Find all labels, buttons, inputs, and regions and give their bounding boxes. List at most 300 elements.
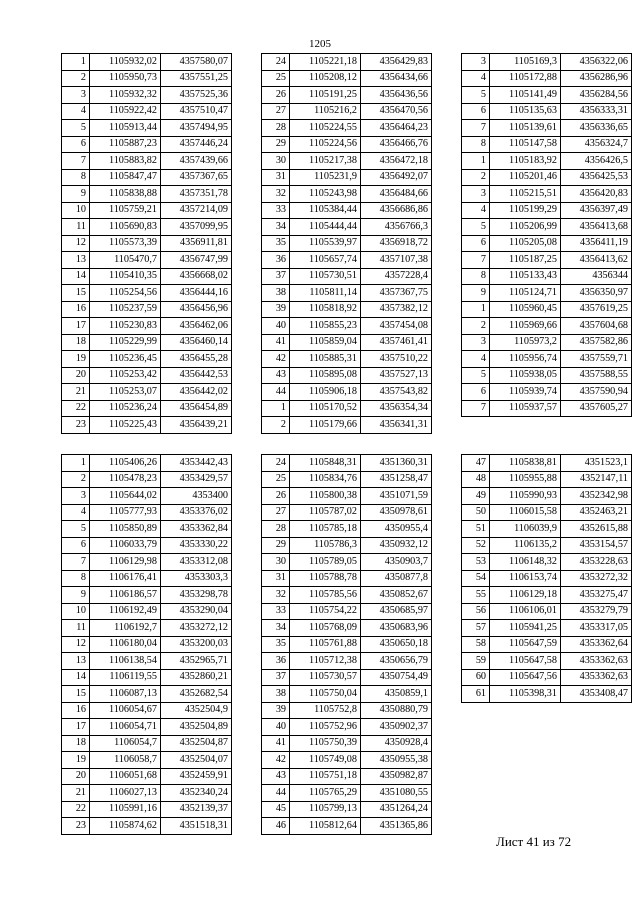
y-coordinate-cell: 4356413,62: [561, 252, 632, 269]
coordinates-table-1: [61, 53, 232, 434]
x-coordinate-cell: 1105231,9: [290, 169, 361, 186]
x-coordinate-cell: 1105221,18: [290, 54, 361, 71]
table-row: [462, 669, 632, 686]
x-coordinate-cell: 1106054,67: [90, 702, 161, 719]
table-row: [262, 87, 432, 104]
point-number-cell: 33: [262, 603, 290, 620]
x-coordinate-cell: 1105960,45: [490, 301, 561, 318]
y-coordinate-cell: 4353362,84: [161, 521, 232, 538]
y-coordinate-cell: 4357551,25: [161, 70, 232, 87]
y-coordinate-cell: 4350902,37: [361, 719, 432, 736]
table-row: [262, 169, 432, 186]
x-coordinate-cell: 1106058,7: [90, 752, 161, 769]
y-coordinate-cell: 4356341,31: [361, 417, 432, 434]
point-number-cell: 16: [62, 301, 90, 318]
table-row: [262, 686, 432, 703]
table-row: [262, 268, 432, 285]
y-coordinate-cell: 4357604,68: [561, 318, 632, 335]
x-coordinate-cell: 1105191,25: [290, 87, 361, 104]
x-coordinate-cell: 1105206,99: [490, 219, 561, 236]
table-row: [262, 136, 432, 153]
point-number-cell: 2: [462, 169, 490, 186]
point-number-cell: 29: [262, 136, 290, 153]
point-number-cell: 4: [62, 103, 90, 120]
x-coordinate-cell: 1105199,29: [490, 202, 561, 219]
table-row: [62, 785, 232, 802]
table-row: [462, 202, 632, 219]
table-row: [262, 301, 432, 318]
y-coordinate-cell: 4352615,88: [561, 521, 632, 538]
x-coordinate-cell: 1106054,7: [90, 735, 161, 752]
point-number-cell: 34: [262, 219, 290, 236]
x-coordinate-cell: 1105236,24: [90, 400, 161, 417]
point-number-cell: 13: [62, 252, 90, 269]
point-number-cell: 58: [462, 636, 490, 653]
y-coordinate-cell: 4350650,18: [361, 636, 432, 653]
x-coordinate-cell: 1106148,32: [490, 554, 561, 571]
x-coordinate-cell: 1105647,59: [490, 636, 561, 653]
point-number-cell: 24: [262, 455, 290, 472]
y-coordinate-cell: 4352463,21: [561, 504, 632, 521]
point-number-cell: 3: [462, 186, 490, 203]
point-number-cell: 22: [62, 400, 90, 417]
point-number-cell: 23: [62, 818, 90, 835]
x-coordinate-cell: 1105874,62: [90, 818, 161, 835]
y-coordinate-cell: 4351080,55: [361, 785, 432, 802]
y-coordinate-cell: 4353442,43: [161, 455, 232, 472]
point-number-cell: 7: [462, 252, 490, 269]
y-coordinate-cell: 4357099,95: [161, 219, 232, 236]
table-row: [62, 367, 232, 384]
y-coordinate-cell: 4350877,8: [361, 570, 432, 587]
x-coordinate-cell: 1105799,13: [290, 801, 361, 818]
point-number-cell: 4: [462, 351, 490, 368]
y-coordinate-cell: 4353429,57: [161, 471, 232, 488]
table-row: [462, 70, 632, 87]
point-number-cell: 1: [462, 153, 490, 170]
y-coordinate-cell: 4356454,89: [161, 400, 232, 417]
table-row: [262, 752, 432, 769]
table-row: [262, 554, 432, 571]
point-number-cell: 57: [462, 620, 490, 637]
point-number-cell: 44: [262, 785, 290, 802]
x-coordinate-cell: 1105216,2: [290, 103, 361, 120]
table-row: [262, 768, 432, 785]
x-coordinate-cell: 1105406,26: [90, 455, 161, 472]
x-coordinate-cell: 1105850,89: [90, 521, 161, 538]
table-row: [462, 400, 632, 417]
y-coordinate-cell: 4356354,34: [361, 400, 432, 417]
table-row: [262, 318, 432, 335]
x-coordinate-cell: 1105932,32: [90, 87, 161, 104]
table-row: [462, 455, 632, 472]
table-row: [62, 752, 232, 769]
x-coordinate-cell: 1105750,39: [290, 735, 361, 752]
table-row: [262, 653, 432, 670]
x-coordinate-cell: 1105124,71: [490, 285, 561, 302]
point-number-cell: 30: [262, 153, 290, 170]
y-coordinate-cell: 4353400: [161, 488, 232, 505]
y-coordinate-cell: 4350852,67: [361, 587, 432, 604]
x-coordinate-cell: 1106027,13: [90, 785, 161, 802]
table-row: [262, 103, 432, 120]
table-row: [262, 504, 432, 521]
y-coordinate-cell: 4351518,31: [161, 818, 232, 835]
x-coordinate-cell: 1105885,31: [290, 351, 361, 368]
y-coordinate-cell: 4350982,87: [361, 768, 432, 785]
y-coordinate-cell: 4357590,94: [561, 384, 632, 401]
y-coordinate-cell: 4353298,78: [161, 587, 232, 604]
point-number-cell: 47: [462, 455, 490, 472]
x-coordinate-cell: 1105818,92: [290, 301, 361, 318]
point-number-cell: 5: [462, 219, 490, 236]
y-coordinate-cell: 4351071,59: [361, 488, 432, 505]
point-number-cell: 24: [262, 54, 290, 71]
point-number-cell: 45: [262, 801, 290, 818]
x-coordinate-cell: 1105785,18: [290, 521, 361, 538]
y-coordinate-cell: 4357510,22: [361, 351, 432, 368]
table-row: [462, 285, 632, 302]
x-coordinate-cell: 1105141,49: [490, 87, 561, 104]
point-number-cell: 18: [62, 735, 90, 752]
x-coordinate-cell: 1105135,63: [490, 103, 561, 120]
table-row: [462, 653, 632, 670]
x-coordinate-cell: 1105539,97: [290, 235, 361, 252]
table-row: [262, 252, 432, 269]
x-coordinate-cell: 1105786,3: [290, 537, 361, 554]
y-coordinate-cell: 4356686,86: [361, 202, 432, 219]
y-coordinate-cell: 4357367,75: [361, 285, 432, 302]
x-coordinate-cell: 1105215,51: [490, 186, 561, 203]
point-number-cell: 21: [62, 785, 90, 802]
point-number-cell: 9: [462, 285, 490, 302]
point-number-cell: 3: [462, 54, 490, 71]
y-coordinate-cell: 4357494,95: [161, 120, 232, 137]
table-row: [262, 801, 432, 818]
table-row: [462, 186, 632, 203]
y-coordinate-cell: 4357351,78: [161, 186, 232, 203]
point-number-cell: 3: [62, 87, 90, 104]
x-coordinate-cell: 1105895,08: [290, 367, 361, 384]
x-coordinate-cell: 1105765,29: [290, 785, 361, 802]
y-coordinate-cell: 4356322,06: [561, 54, 632, 71]
table-row: [62, 169, 232, 186]
y-coordinate-cell: 4352459,91: [161, 768, 232, 785]
x-coordinate-cell: 1105183,92: [490, 153, 561, 170]
x-coordinate-cell: 1105859,04: [290, 334, 361, 351]
point-number-cell: 25: [262, 70, 290, 87]
table-row: [62, 471, 232, 488]
table-row: [262, 702, 432, 719]
y-coordinate-cell: 4350685,97: [361, 603, 432, 620]
x-coordinate-cell: 1106015,58: [490, 504, 561, 521]
x-coordinate-cell: 1105170,52: [290, 400, 361, 417]
table-row: [462, 301, 632, 318]
y-coordinate-cell: 4353275,47: [561, 587, 632, 604]
y-coordinate-cell: 4356284,56: [561, 87, 632, 104]
x-coordinate-cell: 1105647,56: [490, 669, 561, 686]
table-row: [62, 186, 232, 203]
point-number-cell: 48: [462, 471, 490, 488]
point-number-cell: 2: [62, 471, 90, 488]
y-coordinate-cell: 4356434,66: [361, 70, 432, 87]
y-coordinate-cell: 4357382,12: [361, 301, 432, 318]
x-coordinate-cell: 1105752,96: [290, 719, 361, 736]
x-coordinate-cell: 1106138,54: [90, 653, 161, 670]
y-coordinate-cell: 4357582,86: [561, 334, 632, 351]
point-number-cell: 23: [62, 417, 90, 434]
x-coordinate-cell: 1106051,68: [90, 768, 161, 785]
point-number-cell: 49: [462, 488, 490, 505]
point-number-cell: 19: [62, 752, 90, 769]
table-row: [262, 351, 432, 368]
point-number-cell: 10: [62, 603, 90, 620]
table-row: [462, 334, 632, 351]
table-row: [62, 334, 232, 351]
table-row: [262, 636, 432, 653]
point-number-cell: 43: [262, 367, 290, 384]
point-number-cell: 14: [62, 268, 90, 285]
x-coordinate-cell: 1105887,23: [90, 136, 161, 153]
table-row: [62, 521, 232, 538]
point-number-cell: 44: [262, 384, 290, 401]
y-coordinate-cell: 4356420,83: [561, 186, 632, 203]
point-number-cell: 13: [62, 653, 90, 670]
y-coordinate-cell: 4353290,04: [161, 603, 232, 620]
point-number-cell: 51: [462, 521, 490, 538]
table-row: [62, 669, 232, 686]
table-row: [62, 554, 232, 571]
sheet-label: Лист 41 из 72: [496, 834, 572, 849]
x-coordinate-cell: 1105955,88: [490, 471, 561, 488]
y-coordinate-cell: 4353272,12: [161, 620, 232, 637]
y-coordinate-cell: 4351264,24: [361, 801, 432, 818]
table-row: [262, 570, 432, 587]
table-row: [262, 620, 432, 637]
x-coordinate-cell: 1106106,01: [490, 603, 561, 620]
table-row: [62, 301, 232, 318]
y-coordinate-cell: 4356397,49: [561, 202, 632, 219]
y-coordinate-cell: 4353376,02: [161, 504, 232, 521]
x-coordinate-cell: 1105201,46: [490, 169, 561, 186]
y-coordinate-cell: 4352504,9: [161, 702, 232, 719]
x-coordinate-cell: 1106192,7: [90, 620, 161, 637]
coordinates-table-3: [461, 53, 632, 417]
x-coordinate-cell: 1105932,02: [90, 54, 161, 71]
coordinates-table-2: [261, 53, 432, 434]
x-coordinate-cell: 1105834,76: [290, 471, 361, 488]
table-row: [262, 455, 432, 472]
x-coordinate-cell: 1105883,82: [90, 153, 161, 170]
y-coordinate-cell: 4356436,56: [361, 87, 432, 104]
point-number-cell: 10: [62, 202, 90, 219]
table-row: [62, 801, 232, 818]
table-row: [262, 785, 432, 802]
y-coordinate-cell: 4353362,63: [561, 669, 632, 686]
point-number-cell: 37: [262, 669, 290, 686]
y-coordinate-cell: 4350955,38: [361, 752, 432, 769]
x-coordinate-cell: 1105229,99: [90, 334, 161, 351]
y-coordinate-cell: 4356336,65: [561, 120, 632, 137]
table-row: [462, 384, 632, 401]
table-row: [62, 587, 232, 604]
table-row: [462, 351, 632, 368]
table-row: [462, 219, 632, 236]
y-coordinate-cell: 4350880,79: [361, 702, 432, 719]
table-row: [262, 219, 432, 236]
x-coordinate-cell: 1105398,31: [490, 686, 561, 703]
point-number-cell: 46: [262, 818, 290, 835]
x-coordinate-cell: 1105253,07: [90, 384, 161, 401]
table-row: [462, 87, 632, 104]
x-coordinate-cell: 1105761,88: [290, 636, 361, 653]
x-coordinate-cell: 1105237,59: [90, 301, 161, 318]
table-row: [462, 570, 632, 587]
point-number-cell: 41: [262, 735, 290, 752]
table-row: [62, 400, 232, 417]
table-row: [462, 603, 632, 620]
table-row: [262, 669, 432, 686]
x-coordinate-cell: 1106180,04: [90, 636, 161, 653]
y-coordinate-cell: 4352342,98: [561, 488, 632, 505]
x-coordinate-cell: 1105956,74: [490, 351, 561, 368]
x-coordinate-cell: 1105133,43: [490, 268, 561, 285]
x-coordinate-cell: 1106039,9: [490, 521, 561, 538]
x-coordinate-cell: 1105179,66: [290, 417, 361, 434]
point-number-cell: 1: [262, 400, 290, 417]
point-number-cell: 50: [462, 504, 490, 521]
x-coordinate-cell: 1105838,88: [90, 186, 161, 203]
point-number-cell: 59: [462, 653, 490, 670]
x-coordinate-cell: 1105922,42: [90, 103, 161, 120]
table-row: [462, 636, 632, 653]
y-coordinate-cell: 4356492,07: [361, 169, 432, 186]
y-coordinate-cell: 4356456,96: [161, 301, 232, 318]
y-coordinate-cell: 4357543,82: [361, 384, 432, 401]
table-row: [262, 334, 432, 351]
x-coordinate-cell: 1105749,08: [290, 752, 361, 769]
point-number-cell: 21: [62, 384, 90, 401]
x-coordinate-cell: 1105712,38: [290, 653, 361, 670]
point-number-cell: 8: [62, 570, 90, 587]
y-coordinate-cell: 4356462,06: [161, 318, 232, 335]
table-row: [262, 384, 432, 401]
y-coordinate-cell: 4357559,71: [561, 351, 632, 368]
table-row: [62, 384, 232, 401]
table-row: [62, 153, 232, 170]
point-number-cell: 26: [262, 488, 290, 505]
x-coordinate-cell: 1105759,21: [90, 202, 161, 219]
y-coordinate-cell: 4350859,1: [361, 686, 432, 703]
point-number-cell: 17: [62, 318, 90, 335]
table-row: [62, 537, 232, 554]
table-row: [462, 488, 632, 505]
y-coordinate-cell: 4356426,5: [561, 153, 632, 170]
point-number-cell: 56: [462, 603, 490, 620]
x-coordinate-cell: 1106119,55: [90, 669, 161, 686]
table-row: [462, 537, 632, 554]
y-coordinate-cell: 4353408,47: [561, 686, 632, 703]
y-coordinate-cell: 4356442,02: [161, 384, 232, 401]
point-number-cell: 7: [462, 120, 490, 137]
x-coordinate-cell: 1105205,08: [490, 235, 561, 252]
y-coordinate-cell: 4352965,71: [161, 653, 232, 670]
point-number-cell: 29: [262, 537, 290, 554]
x-coordinate-cell: 1105224,55: [290, 120, 361, 137]
x-coordinate-cell: 1105657,74: [290, 252, 361, 269]
table-row: [262, 587, 432, 604]
y-coordinate-cell: 4353279,79: [561, 603, 632, 620]
table-row: [62, 488, 232, 505]
x-coordinate-cell: 1106135,2: [490, 537, 561, 554]
table-row: [62, 54, 232, 71]
point-number-cell: 17: [62, 719, 90, 736]
table-row: [262, 603, 432, 620]
x-coordinate-cell: 1105730,57: [290, 669, 361, 686]
y-coordinate-cell: 4357461,41: [361, 334, 432, 351]
x-coordinate-cell: 1105253,42: [90, 367, 161, 384]
x-coordinate-cell: 1105573,39: [90, 235, 161, 252]
point-number-cell: 42: [262, 752, 290, 769]
table-row: [262, 153, 432, 170]
table-row: [262, 285, 432, 302]
x-coordinate-cell: 1105939,74: [490, 384, 561, 401]
x-coordinate-cell: 1106176,41: [90, 570, 161, 587]
y-coordinate-cell: 4356460,14: [161, 334, 232, 351]
point-number-cell: 40: [262, 719, 290, 736]
y-coordinate-cell: 4350903,7: [361, 554, 432, 571]
point-number-cell: 11: [62, 219, 90, 236]
y-coordinate-cell: 4351365,86: [361, 818, 432, 835]
y-coordinate-cell: 4356442,53: [161, 367, 232, 384]
table-row: [62, 702, 232, 719]
x-coordinate-cell: 1106033,79: [90, 537, 161, 554]
table-row: [262, 202, 432, 219]
point-number-cell: 8: [62, 169, 90, 186]
point-number-cell: 1: [62, 455, 90, 472]
y-coordinate-cell: 4357439,66: [161, 153, 232, 170]
x-coordinate-cell: 1105991,16: [90, 801, 161, 818]
y-coordinate-cell: 4356484,66: [361, 186, 432, 203]
x-coordinate-cell: 1105938,05: [490, 367, 561, 384]
table-row: [462, 521, 632, 538]
point-number-cell: 20: [62, 768, 90, 785]
table-row: [462, 620, 632, 637]
point-number-cell: 2: [62, 70, 90, 87]
y-coordinate-cell: 4357527,13: [361, 367, 432, 384]
table-row: [62, 719, 232, 736]
y-coordinate-cell: 4356444,16: [161, 285, 232, 302]
y-coordinate-cell: 4356464,23: [361, 120, 432, 137]
y-coordinate-cell: 4357107,38: [361, 252, 432, 269]
x-coordinate-cell: 1105187,25: [490, 252, 561, 269]
x-coordinate-cell: 1105470,7: [90, 252, 161, 269]
table-row: [462, 252, 632, 269]
x-coordinate-cell: 1106054,71: [90, 719, 161, 736]
y-coordinate-cell: 4356439,21: [161, 417, 232, 434]
y-coordinate-cell: 4353154,57: [561, 537, 632, 554]
x-coordinate-cell: 1106129,98: [90, 554, 161, 571]
point-number-cell: 4: [462, 70, 490, 87]
point-number-cell: 7: [62, 554, 90, 571]
point-number-cell: 28: [262, 521, 290, 538]
table-row: [62, 653, 232, 670]
y-coordinate-cell: 4350932,12: [361, 537, 432, 554]
y-coordinate-cell: 4357580,07: [161, 54, 232, 71]
x-coordinate-cell: 1105812,64: [290, 818, 361, 835]
point-number-cell: 38: [262, 686, 290, 703]
x-coordinate-cell: 1105973,2: [490, 334, 561, 351]
